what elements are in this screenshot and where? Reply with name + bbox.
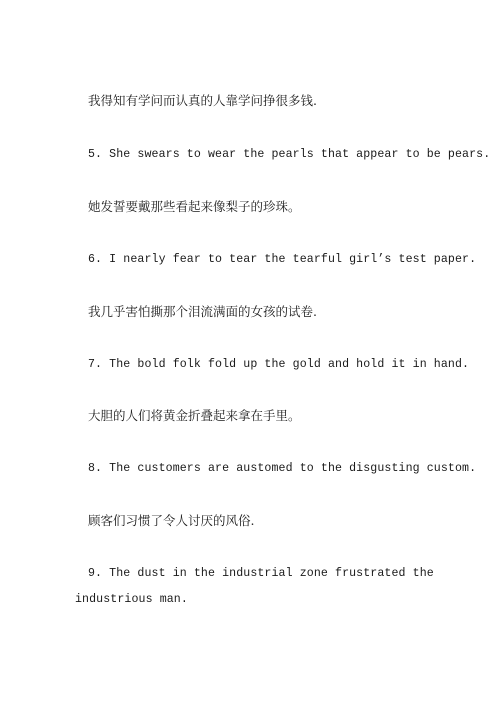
line-english-9: 9. The dust in the industrial zone frustrated the — [88, 567, 434, 580]
line-english-8: 8. The customers are austomed to the disgusting custom. — [88, 462, 477, 475]
line-chinese-8: 顾客们习惯了令人讨厌的风俗. — [88, 513, 255, 528]
line-chinese-5: 她发誓要戴那些看起来像梨子的珍珠。 — [88, 199, 301, 214]
line-chinese-7: 大胆的人们将黄金折叠起来拿在手里。 — [88, 408, 301, 423]
line-english-5: 5. She swears to wear the pearls that appear to be pears. — [88, 148, 491, 161]
line-chinese-4: 我得知有学问而认真的人靠学问挣很多钱. — [88, 93, 317, 108]
line-english-9-continued: industrious man. — [75, 593, 188, 606]
line-chinese-6: 我几乎害怕撕那个泪流满面的女孩的试卷. — [88, 304, 317, 319]
line-english-6: 6. I nearly fear to tear the tearful girl’s test paper. — [88, 253, 477, 266]
line-english-7: 7. The bold folk fold up the gold and hold it in hand. — [88, 358, 470, 371]
